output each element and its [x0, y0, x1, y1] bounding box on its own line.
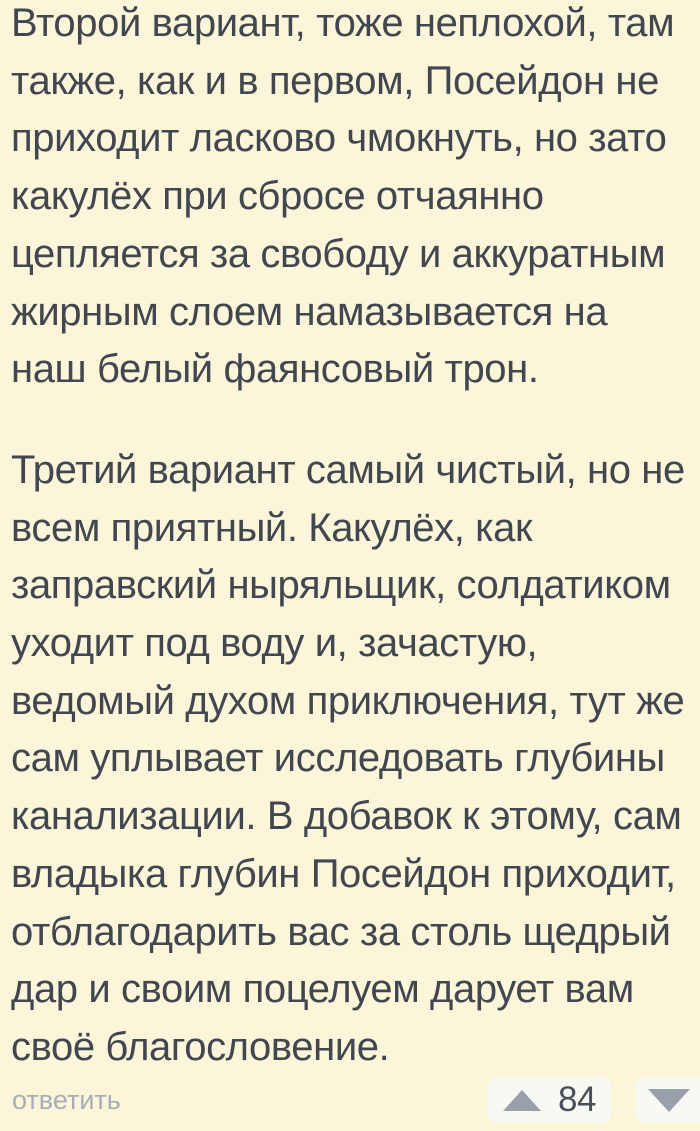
vote-controls	[488, 1077, 700, 1123]
downvote-button[interactable]	[636, 1077, 700, 1123]
reply-button[interactable]: ответить	[12, 1084, 121, 1115]
comment-paragraph: Третий вариант самый чистый, но не всем приятный. Какулёх, как заправский ныряльщик, солдатиком уходит под воду и, зачастую, ведомый духом приключения, тут же сам уплывает исследовать глубины канализации. В добавок к этому, сам владыка глубин Посейдон приходит, отблагодарить вас за столь щедрый дар и своим поцелуем дарует вам своё благословение.	[11, 447, 685, 1069]
comment-footer	[0, 1077, 700, 1123]
upvote-button[interactable]	[488, 1077, 611, 1123]
triangle-up-icon	[503, 1090, 541, 1111]
rating-count: 84	[558, 1080, 596, 1119]
comment-paragraph: Второй вариант, тоже неплохой, там также, как и в первом, Посейдон не приходит ласково чмокнуть, но зато какулёх при сбросе отчаянно цепляется за свободу и аккуратным жирным слоем намазывается на наш белый фаянсовый трон.	[11, 1, 675, 392]
triangle-down-icon	[648, 1089, 690, 1112]
